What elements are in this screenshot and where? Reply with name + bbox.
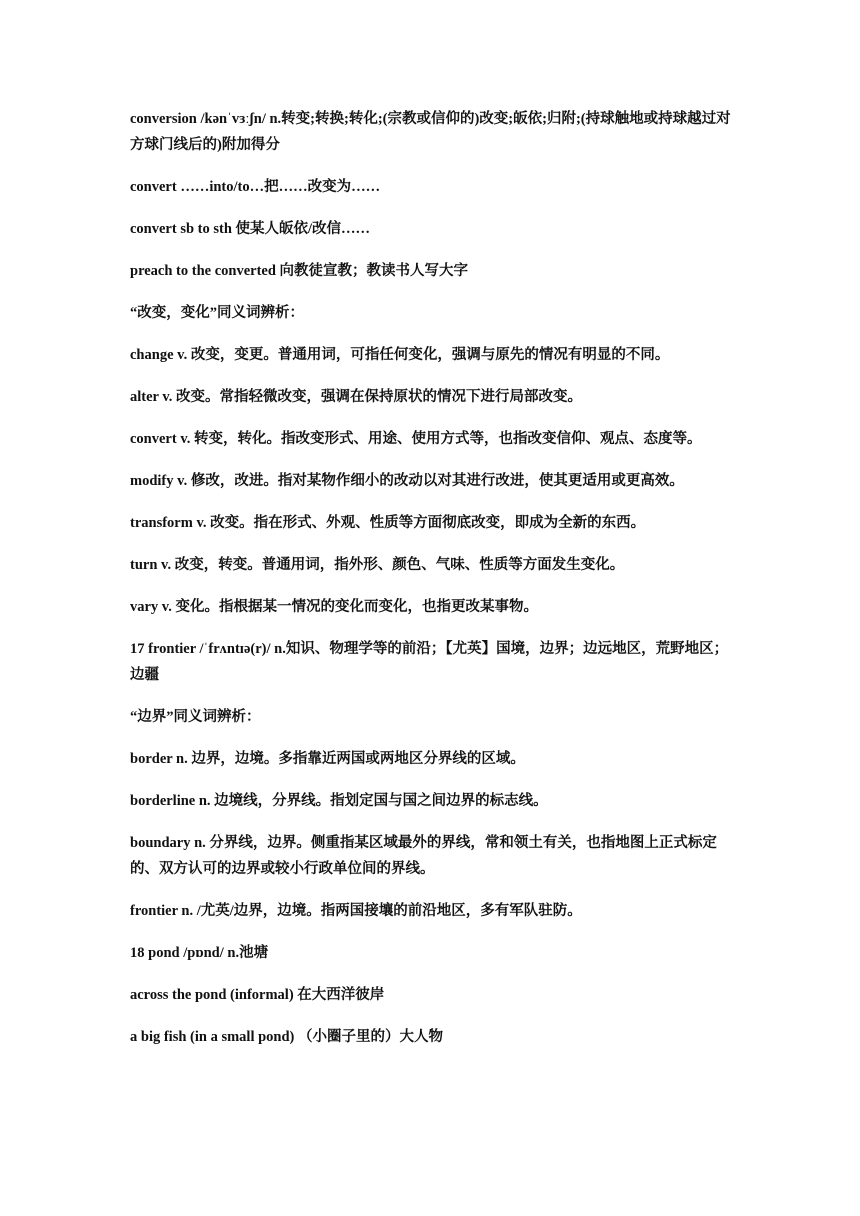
synonym-modify: modify v. 修改，改进。指对某物作细小的改动以对其进行改进，使其更适用或更高效。 [130,473,684,489]
synonym-boundary: boundary n. 分界线，边界。侧重指某区域最外的界线，常和领土有关，也指地图上正式标定的、双方认可的边界或较小行政单位间的界线。 [130,835,717,877]
synonym-convert: convert v. 转变，转化。指改变形式、用途、使用方式等，也指改变信仰、观点、态度等。 [130,431,702,447]
phrase-across-the-pond: across the pond (informal) 在大西洋彼岸 [130,987,385,1003]
synonym-border: border n. 边界，边境。多指靠近两国或两地区分界线的区域。 [130,751,525,767]
synonym-alter: alter v. 改变。常指轻微改变，强调在保持原状的情况下进行局部改变。 [130,389,583,405]
phrase-big-fish: a big fish (in a small pond) （小圈子里的）大人物 [130,1029,444,1045]
entry-pond: 18 pond /pɒnd/ n.池塘 [130,945,269,961]
phrase-convert-into: convert ……into/to…把……改变为…… [130,179,381,195]
phrase-convert-sb-to-sth: convert sb to sth 使某人皈依/改信…… [130,221,371,237]
synonym-transform: transform v. 改变。指在形式、外观、性质等方面彻底改变，即成为全新的东西。 [130,515,646,531]
document-page [130,106,735,1066]
synonym-turn: turn v. 改变，转变。普通用词，指外形、颜色、气味、性质等方面发生变化。 [130,557,625,573]
synonym-change: change v. 改变，变更。普通用词，可指任何变化，强调与原先的情况有明显的不同。 [130,347,670,363]
synonym-borderline: borderline n. 边境线，分界线。指划定国与国之间边界的标志线。 [130,793,548,809]
synonym-heading-border: “边界”同义词辨析： [130,709,261,725]
entry-frontier: 17 frontier /ˈfrʌntɪə(r)/ n.知识、物理学等的前沿；【尤英】国境，边界；边远地区，荒野地区；边疆 [130,641,729,683]
synonym-frontier: frontier n. /尤英/边界，边境。指两国接壤的前沿地区，多有军队驻防。 [130,903,582,919]
phrase-preach-to-the-converted: preach to the converted 向教徒宣教；教读书人写大字 [130,263,469,279]
synonym-heading-change: “改变，变化”同义词辨析： [130,305,304,321]
entry-conversion: conversion /kənˈvɜːʃn/ n.转变;转换;转化;(宗教或信仰的)改变;皈依;归附;(持球触地或持球越过对方球门线后的)附加得分 [130,111,731,153]
synonym-vary: vary v. 变化。指根据某一情况的变化而变化，也指更改某事物。 [130,599,539,615]
